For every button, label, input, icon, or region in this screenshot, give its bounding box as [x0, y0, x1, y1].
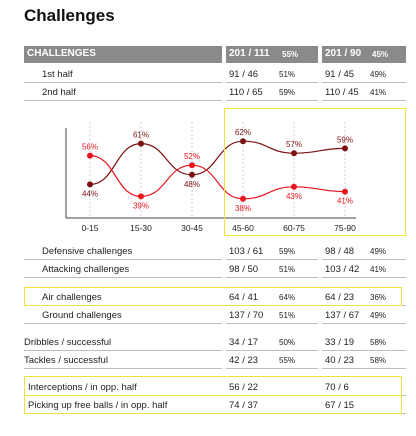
x-tick-label: 60-75: [283, 223, 305, 233]
table-row: [0, 396, 416, 414]
row-team1-pct: 59%: [279, 247, 296, 256]
row-team1-pct: 55%: [279, 356, 296, 365]
data-point: [342, 189, 348, 195]
header-label: CHALLENGES: [27, 48, 96, 59]
row-team1-pct: 51%: [279, 311, 296, 320]
header-team1-value: 201 / 111: [229, 48, 270, 59]
x-tick-label: 75-90: [334, 223, 356, 233]
data-point: [87, 181, 93, 187]
row-team1-value: 34 / 17: [229, 337, 259, 348]
table-row: [0, 242, 416, 260]
header-label-bar: [24, 46, 222, 63]
data-point: [291, 150, 297, 156]
row-team1-pct: 59%: [279, 88, 296, 97]
data-label: 41%: [336, 196, 354, 206]
x-tick-label: 15-30: [130, 223, 152, 233]
row-team1-value: 42 / 23: [229, 355, 259, 366]
data-label: 62%: [234, 128, 252, 138]
row-team1-value: 64 / 41: [229, 292, 259, 303]
header-team2-bar: [322, 46, 406, 63]
data-point: [138, 193, 144, 199]
row-team2-value: 67 / 15: [325, 400, 355, 411]
data-label: 38%: [234, 203, 252, 213]
table-row: [0, 306, 416, 324]
row-team1-value: 98 / 50: [229, 264, 259, 275]
row-team2-pct: 41%: [370, 88, 387, 97]
row-team2-pct: 49%: [370, 70, 387, 79]
data-point: [291, 184, 297, 190]
data-label: 61%: [132, 130, 150, 140]
row-team2-value: 33 / 19: [325, 337, 355, 348]
table-row: [0, 65, 416, 83]
row-team2-pct: 58%: [370, 338, 387, 347]
row-label: Picking up free balls / in opp. half: [28, 400, 168, 411]
table-row: [0, 351, 416, 369]
data-point: [240, 138, 246, 144]
row-label: 2nd half: [42, 87, 76, 98]
data-label: 39%: [132, 201, 150, 211]
row-team2-value: 64 / 23: [325, 292, 355, 303]
header-team2-value: 201 / 90: [325, 48, 362, 59]
row-team1-value: 103 / 61: [229, 246, 264, 257]
table-row: [0, 260, 416, 278]
row-team1-value: 137 / 70: [229, 310, 264, 321]
data-label: 59%: [336, 135, 354, 145]
row-label: Tackles / successful: [24, 355, 108, 366]
row-team2-value: 70 / 6: [325, 382, 349, 393]
x-tick-label: 30-45: [181, 223, 203, 233]
row-team2-value: 110 / 45: [325, 87, 359, 98]
row-team1-value: 110 / 65: [229, 87, 263, 98]
page-title: Challenges: [24, 6, 115, 25]
row-label: Air challenges: [42, 292, 102, 303]
row-team1-value: 91 / 46: [229, 69, 259, 80]
row-label: Dribbles / successful: [24, 337, 112, 348]
data-point: [189, 162, 195, 168]
row-team2-pct: 49%: [370, 247, 387, 256]
data-label: 52%: [183, 152, 201, 162]
table-row: [0, 288, 416, 306]
x-tick-label: 0-15: [81, 223, 99, 233]
header-team1-pct: 55%: [282, 50, 299, 59]
table-row: [0, 333, 416, 351]
data-point: [240, 196, 246, 202]
row-team2-pct: 41%: [370, 265, 387, 274]
data-label: 44%: [81, 189, 99, 199]
row-team2-value: 40 / 23: [325, 355, 355, 366]
row-team1-value: 56 / 22: [229, 382, 259, 393]
series-line: [90, 141, 345, 184]
data-point: [342, 145, 348, 151]
row-team1-pct: 64%: [279, 293, 296, 302]
row-label: Ground challenges: [42, 310, 122, 321]
challenges-line-chart: [60, 112, 360, 236]
row-team1-pct: 51%: [279, 265, 296, 274]
row-team2-pct: 58%: [370, 356, 387, 365]
row-team2-value: 98 / 48: [325, 246, 355, 257]
data-point: [87, 153, 93, 159]
row-label: Defensive challenges: [42, 246, 133, 257]
row-team1-pct: 51%: [279, 70, 296, 79]
row-label: 1st half: [42, 69, 73, 80]
row-team2-value: 103 / 42: [325, 264, 360, 275]
row-team2-value: 91 / 45: [325, 69, 355, 80]
data-label: 43%: [285, 191, 303, 201]
row-team2-pct: 36%: [370, 293, 387, 302]
header-team1-bar: [226, 46, 318, 63]
x-tick-label: 45-60: [232, 223, 254, 233]
data-point: [189, 172, 195, 178]
row-team1-value: 74 / 37: [229, 400, 259, 411]
row-label: Attacking challenges: [42, 264, 130, 275]
row-team2-pct: 49%: [370, 311, 387, 320]
data-point: [138, 141, 144, 147]
data-label: 56%: [81, 142, 99, 152]
header-team2-pct: 45%: [372, 50, 389, 59]
series-line: [90, 156, 345, 199]
row-label: Interceptions / in opp. half: [28, 382, 137, 393]
table-row: [0, 378, 416, 396]
row-team2-value: 137 / 67: [325, 310, 360, 321]
row-team1-pct: 50%: [279, 338, 296, 347]
table-row: [0, 83, 416, 101]
data-label: 48%: [183, 179, 201, 189]
data-label: 57%: [285, 140, 303, 150]
